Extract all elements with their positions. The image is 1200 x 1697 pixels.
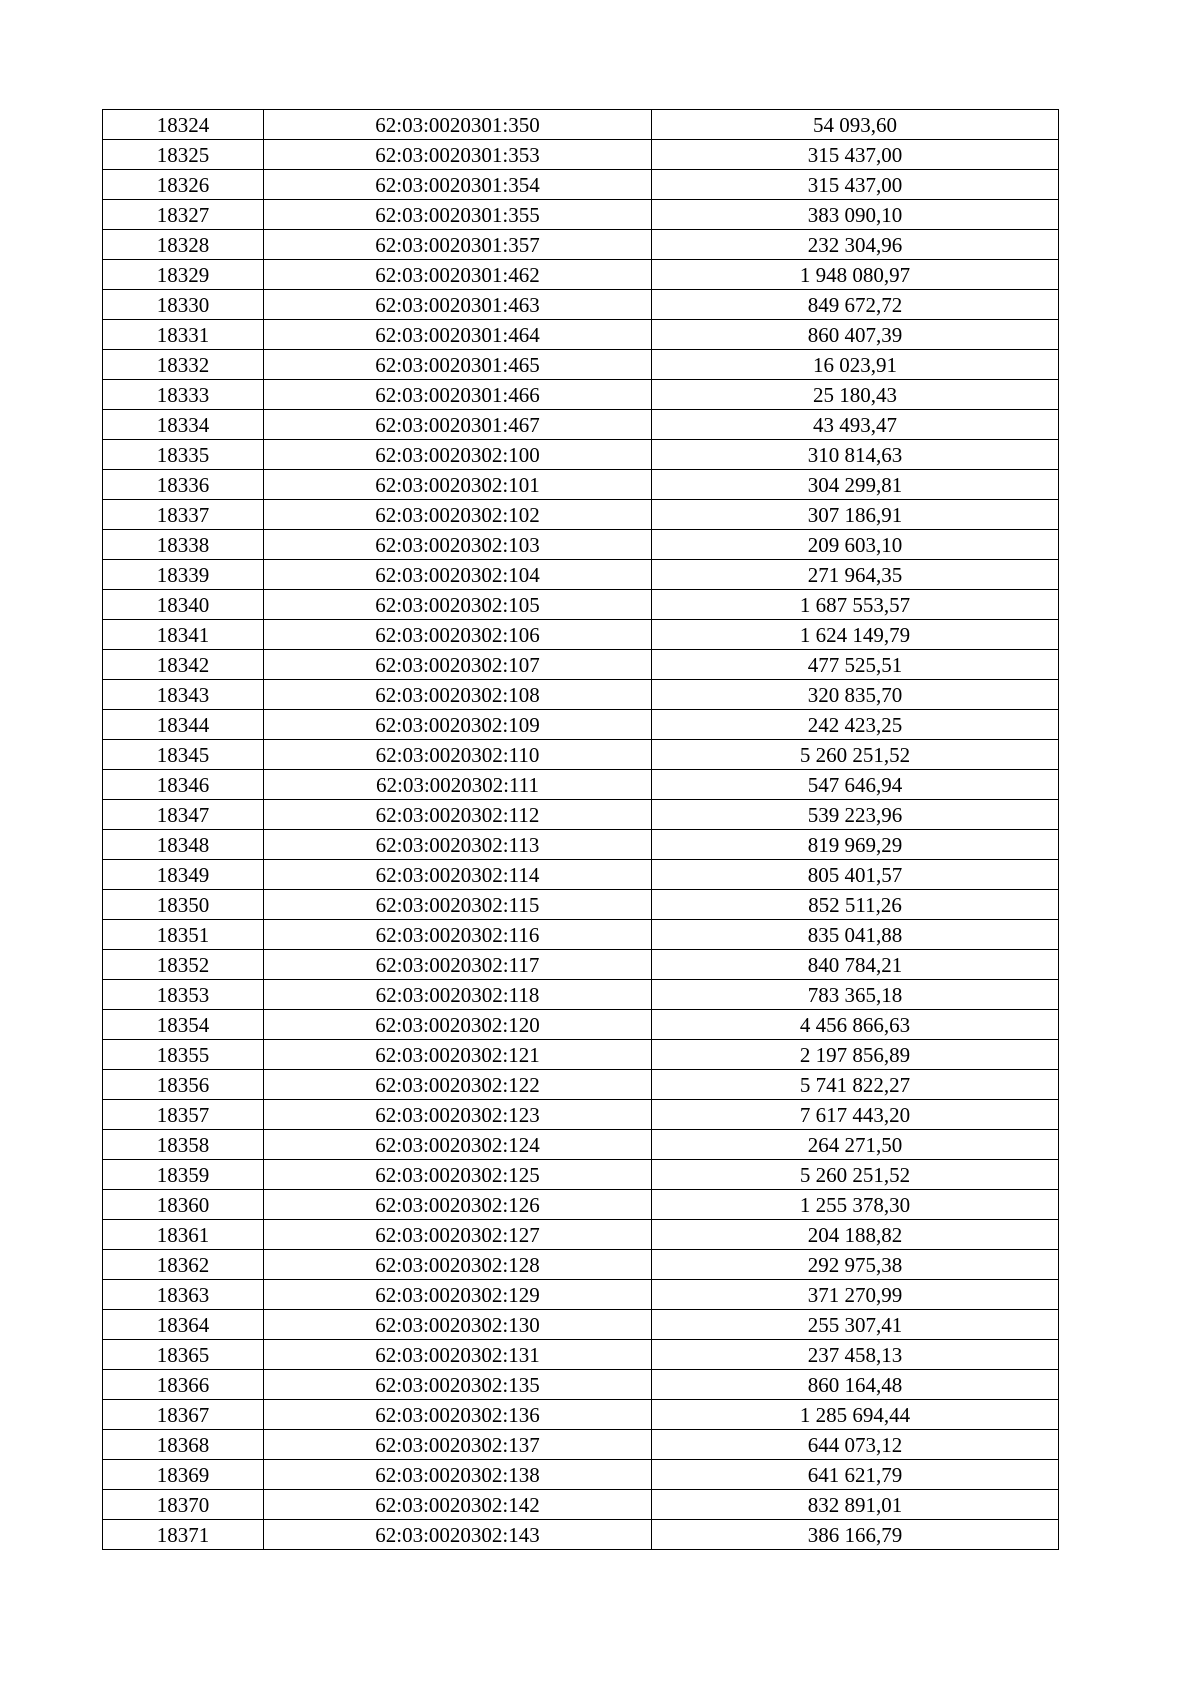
row-number-cell: 18358 [103, 1130, 264, 1160]
table-body [103, 110, 1059, 1550]
table-row [103, 1370, 1059, 1400]
table-row [103, 1460, 1059, 1490]
table-row [103, 560, 1059, 590]
table-row [103, 830, 1059, 860]
table-row [103, 1190, 1059, 1220]
cadastral-number-cell: 62:03:0020301:462 [264, 260, 652, 290]
table-row [103, 410, 1059, 440]
cadastral-number-cell: 62:03:0020301:350 [264, 110, 652, 140]
row-number-cell: 18346 [103, 770, 264, 800]
table-row [103, 530, 1059, 560]
table-row [103, 1010, 1059, 1040]
row-number-cell: 18324 [103, 110, 264, 140]
row-number-cell: 18339 [103, 560, 264, 590]
cadastral-number-cell: 62:03:0020301:357 [264, 230, 652, 260]
cadastral-value-cell: 1 687 553,57 [652, 590, 1059, 620]
cadastral-value-cell: 43 493,47 [652, 410, 1059, 440]
table-row [103, 1220, 1059, 1250]
row-number-cell: 18338 [103, 530, 264, 560]
table-row [103, 1070, 1059, 1100]
cadastral-number-cell: 62:03:0020302:126 [264, 1190, 652, 1220]
row-number-cell: 18362 [103, 1250, 264, 1280]
cadastral-value-cell: 852 511,26 [652, 890, 1059, 920]
cadastral-value-cell: 5 741 822,27 [652, 1070, 1059, 1100]
cadastral-number-cell: 62:03:0020302:101 [264, 470, 652, 500]
row-number-cell: 18329 [103, 260, 264, 290]
table-row [103, 800, 1059, 830]
row-number-cell: 18330 [103, 290, 264, 320]
row-number-cell: 18365 [103, 1340, 264, 1370]
row-number-cell: 18366 [103, 1370, 264, 1400]
cadastral-number-cell: 62:03:0020302:115 [264, 890, 652, 920]
row-number-cell: 18348 [103, 830, 264, 860]
cadastral-value-cell: 805 401,57 [652, 860, 1059, 890]
cadastral-number-cell: 62:03:0020302:127 [264, 1220, 652, 1250]
cadastral-value-cell: 292 975,38 [652, 1250, 1059, 1280]
table-row [103, 1160, 1059, 1190]
row-number-cell: 18356 [103, 1070, 264, 1100]
table-row [103, 350, 1059, 380]
row-number-cell: 18360 [103, 1190, 264, 1220]
cadastral-value-cell: 255 307,41 [652, 1310, 1059, 1340]
cadastral-number-cell: 62:03:0020302:121 [264, 1040, 652, 1070]
cadastral-value-cell: 840 784,21 [652, 950, 1059, 980]
cadastral-value-cell: 54 093,60 [652, 110, 1059, 140]
cadastral-value-cell: 641 621,79 [652, 1460, 1059, 1490]
cadastral-number-cell: 62:03:0020302:125 [264, 1160, 652, 1190]
cadastral-value-cell: 1 255 378,30 [652, 1190, 1059, 1220]
row-number-cell: 18355 [103, 1040, 264, 1070]
table-row [103, 590, 1059, 620]
cadastral-number-cell: 62:03:0020302:142 [264, 1490, 652, 1520]
table-row [103, 1280, 1059, 1310]
table-row [103, 1310, 1059, 1340]
row-number-cell: 18342 [103, 650, 264, 680]
cadastral-number-cell: 62:03:0020302:137 [264, 1430, 652, 1460]
cadastral-value-cell: 1 285 694,44 [652, 1400, 1059, 1430]
cadastral-number-cell: 62:03:0020302:118 [264, 980, 652, 1010]
row-number-cell: 18369 [103, 1460, 264, 1490]
table-row [103, 950, 1059, 980]
table-row [103, 440, 1059, 470]
cadastral-number-cell: 62:03:0020302:112 [264, 800, 652, 830]
row-number-cell: 18336 [103, 470, 264, 500]
cadastral-value-cell: 1 624 149,79 [652, 620, 1059, 650]
cadastral-number-cell: 62:03:0020302:123 [264, 1100, 652, 1130]
row-number-cell: 18361 [103, 1220, 264, 1250]
cadastral-number-cell: 62:03:0020302:116 [264, 920, 652, 950]
row-number-cell: 18331 [103, 320, 264, 350]
cadastral-number-cell: 62:03:0020302:124 [264, 1130, 652, 1160]
cadastral-value-cell: 2 197 856,89 [652, 1040, 1059, 1070]
table-row [103, 320, 1059, 350]
table-row [103, 500, 1059, 530]
cadastral-value-cell: 320 835,70 [652, 680, 1059, 710]
table-row [103, 740, 1059, 770]
cadastral-value-cell: 5 260 251,52 [652, 740, 1059, 770]
table-row [103, 380, 1059, 410]
cadastral-number-cell: 62:03:0020301:467 [264, 410, 652, 440]
cadastral-value-cell: 783 365,18 [652, 980, 1059, 1010]
row-number-cell: 18335 [103, 440, 264, 470]
row-number-cell: 18371 [103, 1520, 264, 1550]
row-number-cell: 18340 [103, 590, 264, 620]
cadastral-value-cell: 1 948 080,97 [652, 260, 1059, 290]
row-number-cell: 18357 [103, 1100, 264, 1130]
cadastral-number-cell: 62:03:0020302:136 [264, 1400, 652, 1430]
cadastral-number-cell: 62:03:0020302:122 [264, 1070, 652, 1100]
cadastral-number-cell: 62:03:0020302:104 [264, 560, 652, 590]
cadastral-value-cell: 383 090,10 [652, 200, 1059, 230]
table-row [103, 260, 1059, 290]
cadastral-value-cell: 310 814,63 [652, 440, 1059, 470]
cadastral-number-cell: 62:03:0020302:105 [264, 590, 652, 620]
cadastral-number-cell: 62:03:0020301:466 [264, 380, 652, 410]
table-row [103, 1340, 1059, 1370]
row-number-cell: 18343 [103, 680, 264, 710]
cadastral-number-cell: 62:03:0020302:111 [264, 770, 652, 800]
table-row [103, 710, 1059, 740]
cadastral-value-cell: 16 023,91 [652, 350, 1059, 380]
table-row [103, 1250, 1059, 1280]
row-number-cell: 18347 [103, 800, 264, 830]
cadastral-value-cell: 315 437,00 [652, 170, 1059, 200]
table-row [103, 680, 1059, 710]
cadastral-number-cell: 62:03:0020302:110 [264, 740, 652, 770]
cadastral-value-cell: 25 180,43 [652, 380, 1059, 410]
row-number-cell: 18334 [103, 410, 264, 440]
row-number-cell: 18327 [103, 200, 264, 230]
table-row [103, 1430, 1059, 1460]
table-row [103, 140, 1059, 170]
cadastral-number-cell: 62:03:0020302:108 [264, 680, 652, 710]
row-number-cell: 18350 [103, 890, 264, 920]
cadastral-value-cell: 232 304,96 [652, 230, 1059, 260]
cadastral-number-cell: 62:03:0020301:353 [264, 140, 652, 170]
table-row [103, 860, 1059, 890]
cadastral-number-cell: 62:03:0020302:107 [264, 650, 652, 680]
cadastral-value-cell: 4 456 866,63 [652, 1010, 1059, 1040]
cadastral-number-cell: 62:03:0020302:131 [264, 1340, 652, 1370]
cadastral-number-cell: 62:03:0020301:354 [264, 170, 652, 200]
cadastral-value-cell: 307 186,91 [652, 500, 1059, 530]
cadastral-value-cell: 242 423,25 [652, 710, 1059, 740]
row-number-cell: 18333 [103, 380, 264, 410]
table-row [103, 650, 1059, 680]
row-number-cell: 18368 [103, 1430, 264, 1460]
row-number-cell: 18370 [103, 1490, 264, 1520]
cadastral-number-cell: 62:03:0020301:464 [264, 320, 652, 350]
cadastral-number-cell: 62:03:0020301:355 [264, 200, 652, 230]
row-number-cell: 18354 [103, 1010, 264, 1040]
table-row [103, 1520, 1059, 1550]
table-row [103, 1490, 1059, 1520]
row-number-cell: 18325 [103, 140, 264, 170]
cadastral-number-cell: 62:03:0020302:130 [264, 1310, 652, 1340]
cadastral-number-cell: 62:03:0020302:102 [264, 500, 652, 530]
cadastral-value-cell: 644 073,12 [652, 1430, 1059, 1460]
cadastral-value-cell: 860 407,39 [652, 320, 1059, 350]
table-row [103, 770, 1059, 800]
row-number-cell: 18341 [103, 620, 264, 650]
cadastral-number-cell: 62:03:0020302:128 [264, 1250, 652, 1280]
cadastral-number-cell: 62:03:0020302:103 [264, 530, 652, 560]
cadastral-value-cell: 315 437,00 [652, 140, 1059, 170]
cadastral-value-cell: 271 964,35 [652, 560, 1059, 590]
row-number-cell: 18326 [103, 170, 264, 200]
cadastral-number-cell: 62:03:0020302:138 [264, 1460, 652, 1490]
row-number-cell: 18364 [103, 1310, 264, 1340]
cadastral-value-cell: 204 188,82 [652, 1220, 1059, 1250]
row-number-cell: 18352 [103, 950, 264, 980]
cadastral-number-cell: 62:03:0020302:113 [264, 830, 652, 860]
table-row [103, 1040, 1059, 1070]
cadastral-number-cell: 62:03:0020301:463 [264, 290, 652, 320]
cadastral-value-cell: 477 525,51 [652, 650, 1059, 680]
row-number-cell: 18328 [103, 230, 264, 260]
table-row [103, 170, 1059, 200]
row-number-cell: 18337 [103, 500, 264, 530]
cadastral-value-cell: 209 603,10 [652, 530, 1059, 560]
table-row [103, 890, 1059, 920]
cadastral-number-cell: 62:03:0020302:114 [264, 860, 652, 890]
row-number-cell: 18349 [103, 860, 264, 890]
row-number-cell: 18353 [103, 980, 264, 1010]
cadastral-value-cell: 835 041,88 [652, 920, 1059, 950]
cadastral-value-cell: 547 646,94 [652, 770, 1059, 800]
cadastral-number-cell: 62:03:0020302:106 [264, 620, 652, 650]
cadastral-value-cell: 860 164,48 [652, 1370, 1059, 1400]
cadastral-number-cell: 62:03:0020301:465 [264, 350, 652, 380]
cadastral-value-cell: 849 672,72 [652, 290, 1059, 320]
cadastral-value-cell: 7 617 443,20 [652, 1100, 1059, 1130]
cadastral-value-cell: 539 223,96 [652, 800, 1059, 830]
row-number-cell: 18332 [103, 350, 264, 380]
cadastral-number-cell: 62:03:0020302:143 [264, 1520, 652, 1550]
cadastral-number-cell: 62:03:0020302:135 [264, 1370, 652, 1400]
cadastral-value-cell: 237 458,13 [652, 1340, 1059, 1370]
table-row [103, 200, 1059, 230]
cadastral-value-cell: 5 260 251,52 [652, 1160, 1059, 1190]
cadastral-number-cell: 62:03:0020302:117 [264, 950, 652, 980]
table-row [103, 980, 1059, 1010]
table-row [103, 620, 1059, 650]
cadastral-number-cell: 62:03:0020302:120 [264, 1010, 652, 1040]
cadastral-value-cell: 304 299,81 [652, 470, 1059, 500]
cadastral-number-cell: 62:03:0020302:129 [264, 1280, 652, 1310]
table-row [103, 290, 1059, 320]
cadastral-value-table [102, 109, 1059, 1550]
table-row [103, 470, 1059, 500]
row-number-cell: 18363 [103, 1280, 264, 1310]
cadastral-value-cell: 371 270,99 [652, 1280, 1059, 1310]
cadastral-value-cell: 386 166,79 [652, 1520, 1059, 1550]
row-number-cell: 18359 [103, 1160, 264, 1190]
row-number-cell: 18351 [103, 920, 264, 950]
table-row [103, 920, 1059, 950]
cadastral-number-cell: 62:03:0020302:109 [264, 710, 652, 740]
table-row [103, 1100, 1059, 1130]
row-number-cell: 18367 [103, 1400, 264, 1430]
cadastral-value-cell: 832 891,01 [652, 1490, 1059, 1520]
row-number-cell: 18345 [103, 740, 264, 770]
table-row [103, 1400, 1059, 1430]
cadastral-value-cell: 819 969,29 [652, 830, 1059, 860]
table-row [103, 230, 1059, 260]
table-row [103, 110, 1059, 140]
cadastral-value-cell: 264 271,50 [652, 1130, 1059, 1160]
table-row [103, 1130, 1059, 1160]
cadastral-number-cell: 62:03:0020302:100 [264, 440, 652, 470]
row-number-cell: 18344 [103, 710, 264, 740]
